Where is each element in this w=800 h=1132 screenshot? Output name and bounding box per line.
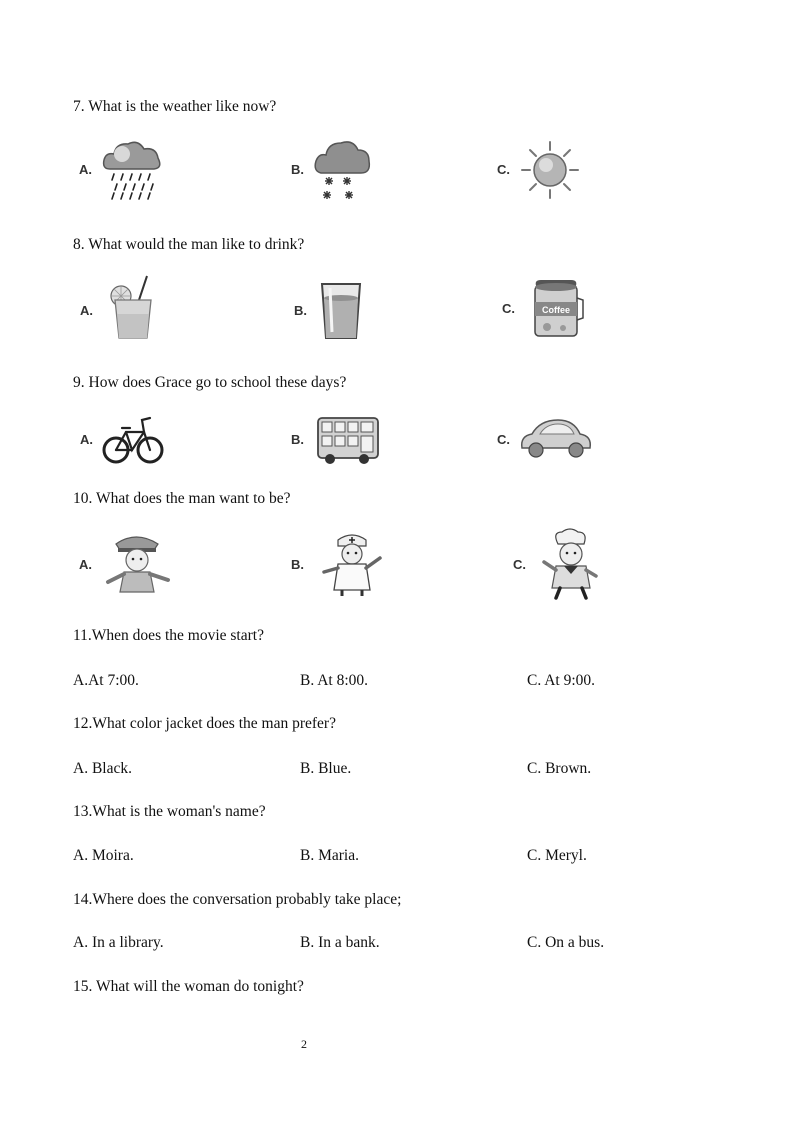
q14-option-b: B. In a bank.: [300, 934, 380, 951]
question-12: 12.What color jacket does the man prefer?: [73, 715, 336, 732]
q11-option-c: C. At 9:00.: [527, 672, 596, 689]
page-number: 2: [301, 1037, 307, 1051]
question-15: 15. What will the woman do tonight?: [73, 978, 304, 995]
q10-option-b-letter: B.: [291, 557, 304, 572]
q12-option-b: B. Blue.: [300, 760, 352, 777]
q13-option-a: A. Moira.: [73, 847, 134, 864]
q14-option-a: A. In a library.: [73, 934, 164, 951]
q12-option-c: C. Brown.: [527, 760, 592, 777]
q13-option-c: C. Meryl.: [527, 847, 587, 864]
q7-option-b-letter: B.: [291, 162, 304, 177]
question-13: 13.What is the woman's name?: [73, 803, 266, 820]
question-7: 7. What is the weather like now?: [73, 98, 277, 115]
q8-option-a-letter: A.: [80, 303, 93, 318]
cook-icon: [534, 528, 608, 602]
question-10: 10. What does the man want to be?: [73, 490, 291, 507]
q10-option-c-letter: C.: [513, 557, 526, 572]
q13-option-b: B. Maria.: [300, 847, 359, 864]
water-glass-icon: [318, 280, 364, 342]
snow-cloud-icon: [313, 137, 371, 203]
coffee-label: Coffee: [541, 305, 571, 315]
q11-option-b: B. At 8:00.: [300, 672, 369, 689]
car-icon: [518, 414, 594, 464]
question-8: 8. What would the man like to drink?: [73, 236, 305, 253]
coffee-can-icon: [527, 278, 585, 344]
question-11: 11.When does the movie start?: [73, 627, 264, 644]
q8-option-c-letter: C.: [502, 301, 515, 316]
q14-option-c: C. On a bus.: [527, 934, 605, 951]
q9-option-b-letter: B.: [291, 432, 304, 447]
q9-option-a-letter: A.: [80, 432, 93, 447]
bicycle-icon: [102, 412, 166, 468]
q9-option-c-letter: C.: [497, 432, 510, 447]
doctor-icon: [316, 528, 390, 598]
policeman-icon: [102, 528, 174, 598]
question-9: 9. How does Grace go to school these days?: [73, 374, 347, 391]
rain-cloud-icon: [100, 135, 164, 203]
q12-option-a: A. Black.: [73, 760, 132, 777]
question-14: 14.Where does the conversation probably take place;: [73, 891, 402, 908]
q10-option-a-letter: A.: [79, 557, 92, 572]
bus-icon: [316, 414, 380, 466]
q7-option-c-letter: C.: [497, 162, 510, 177]
q8-option-b-letter: B.: [294, 303, 307, 318]
sun-icon: [520, 140, 580, 200]
q7-option-a-letter: A.: [79, 162, 92, 177]
q11-option-a: A.At 7:00.: [73, 672, 139, 689]
juice-glass-icon: [107, 274, 157, 342]
